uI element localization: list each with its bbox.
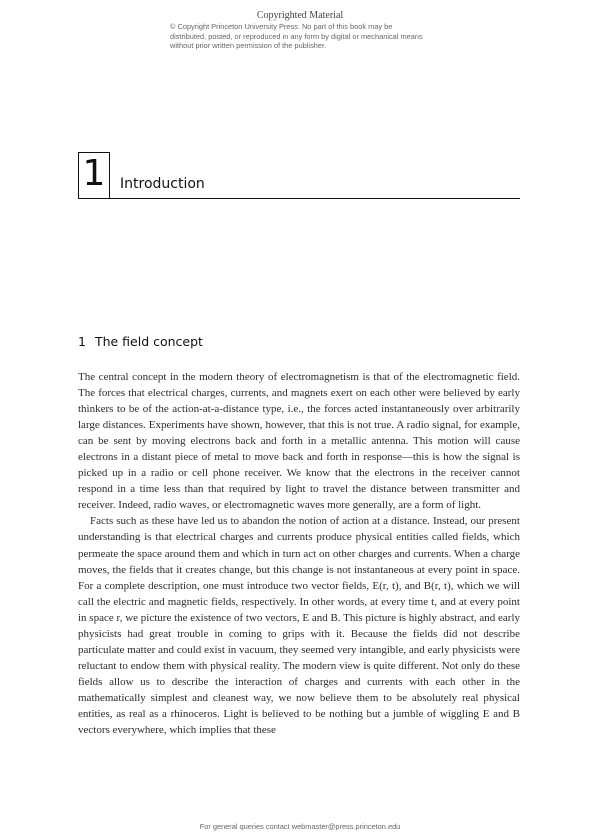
section-heading [78, 334, 203, 349]
body-text [78, 369, 520, 738]
section-number: 1 [78, 334, 86, 349]
chapter-heading [78, 152, 520, 200]
copyright-title: Copyrighted Material [256, 10, 344, 21]
copyright-header [0, 10, 600, 51]
paragraph-1: The central concept in the modern theory of electromagnetism is that of the electromagnetic field. The forces that electrical charges, currents, and magnets exert on each other were believed by early thinkers to be of the action-at-a-distance type, i.e., the forces acted instantaneously over arbitrarily large distances. Experiments have shown, however, that this is not true. A radio signal, for example, can be sent by moving electrons back and forth in a metallic antenna. This motion will cause electrons in a distant piece of metal to move back and forth in response—this is how the signal is picked up in a radio or cell phone receiver. We know that the electrons in the receiver cannot respond in a time less than that required by light to travel the distance between transmitter and receiver. Indeed, radio waves, or electromagnetic waves more generally, are a form of light. [78, 371, 520, 512]
paragraph-2: Facts such as these have led us to abandon the notion of action at a distance. Instead, our present understanding is that electrical charges and currents produce physical entities called fields, which permeate the space around them and which in turn act on other charges and currents. When a charge moves, the fields that it creates change, but this change is not instantaneous at every point in space. For a complete description, one must introduce two vector fields, E(r, t), and B(r, t), which we will call the electric and magnetic fields, respectively. In other words, at every time t, and at every point in space r, we picture the existence of two vectors, E and B. This picture is highly abstract, and early physicists had great trouble in coming to grips with it. Because the fields did not describe particulate matter and could exist in vacuum, they seemed very intangible, and early physicists were reluctant to endow them with physical reality. The modern view is quite different. Not only do these fields allow us to describe the interaction of charges and currents with each other in the mathematically simplest and cleanest way, we now believe them to be absolutely real physical entities, as real as a rhinoceros. Light is believed to be nothing but a jumble of wiggling E and B vectors everywhere, which implies that these [78, 515, 520, 737]
chapter-rule [78, 198, 520, 199]
chapter-number: 1 [82, 153, 106, 194]
section-title: The field concept [94, 334, 203, 349]
footer-contact: For general queries contact webmaster@press.princeton.edu [199, 822, 401, 831]
copyright-notice: © Copyright Princeton University Press. No part of this book may be distributed, posted, or reproduced in any form by digital or mechanical means without prior written permission of the publisher. [170, 22, 423, 50]
chapter-title: Introduction [120, 176, 205, 192]
